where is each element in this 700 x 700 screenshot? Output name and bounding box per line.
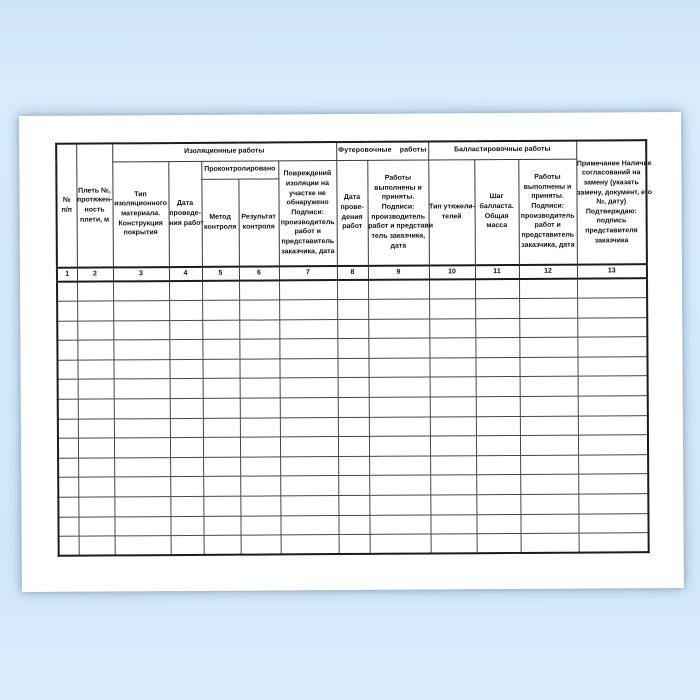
col-number: 7 — [279, 266, 337, 280]
table-cell — [578, 513, 648, 533]
table-cell — [169, 359, 202, 379]
table-cell — [239, 320, 279, 340]
table-cell — [337, 319, 368, 339]
table-cell — [203, 477, 240, 497]
col-number: 2 — [77, 267, 113, 281]
table-cell — [240, 457, 280, 477]
table-cell — [281, 535, 339, 555]
table-cell — [475, 299, 519, 319]
table-cell — [519, 298, 577, 318]
col-header-damage: Повреждений изоляции на участке не обнаружено Подписи: производитель работ и представитель заказчика, дата — [278, 160, 337, 266]
table-cell — [58, 380, 78, 400]
table-cell — [338, 495, 369, 515]
table-cell — [78, 379, 114, 399]
table-cell — [280, 378, 338, 398]
table-cell — [579, 533, 649, 553]
table-cell — [337, 339, 368, 359]
table-body — [57, 278, 649, 556]
table-cell — [57, 340, 77, 360]
col-header-date-lining: Дата прове- дения работ — [336, 160, 368, 266]
table-cell — [476, 397, 520, 417]
table-cell — [77, 360, 113, 380]
col-number: 8 — [337, 266, 368, 280]
table-cell — [520, 435, 578, 455]
table-cell — [203, 437, 240, 457]
table-cell — [78, 477, 114, 497]
table-cell — [368, 319, 429, 339]
table-cell — [577, 278, 647, 298]
table-cell — [578, 396, 648, 416]
col-header-weight-type: Тип утяжели- телей — [428, 159, 475, 265]
table-cell — [476, 494, 520, 514]
table-cell — [59, 536, 79, 556]
table-cell — [170, 418, 203, 438]
table-cell — [520, 475, 578, 495]
table-cell — [170, 379, 203, 399]
table-cell — [202, 339, 239, 359]
table-cell — [58, 478, 78, 498]
table-cell — [78, 438, 114, 458]
table-cell — [368, 338, 429, 358]
col-number: 11 — [475, 265, 519, 279]
group-header-controlled: Проконтролировано — [201, 160, 278, 178]
col-number: 13 — [577, 264, 647, 278]
table-cell — [476, 357, 520, 377]
table-cell — [476, 416, 520, 436]
table-cell — [369, 515, 430, 535]
table-cell — [578, 415, 648, 435]
table-cell — [280, 496, 338, 516]
table-cell — [519, 318, 577, 338]
table-cell — [77, 321, 113, 341]
table-cell — [520, 494, 578, 514]
table-cell — [58, 458, 78, 478]
table-cell — [369, 417, 430, 437]
table-cell — [476, 475, 520, 495]
table-cell — [369, 475, 430, 495]
col-number: 1 — [57, 268, 77, 282]
table-cell — [115, 536, 171, 556]
table-cell — [578, 494, 648, 514]
table-cell — [58, 399, 78, 419]
table-cell — [279, 358, 337, 378]
table-cell — [114, 438, 170, 458]
table-cell — [519, 337, 577, 357]
table-cell — [114, 399, 170, 419]
table-cell — [577, 317, 647, 337]
table-cell — [429, 299, 475, 319]
table-cell — [430, 475, 476, 495]
col-header-method: Метод контроля — [201, 179, 239, 267]
table-cell — [430, 397, 476, 417]
table-cell — [170, 477, 203, 497]
table-cell — [113, 340, 169, 360]
col-number: 6 — [239, 266, 279, 280]
table-cell — [78, 458, 114, 478]
table-cell — [338, 437, 369, 457]
col-header-accepted-lining: Работы выполнены и приняты. Подписи: производитель работ и представи тель заказчика, дата — [367, 160, 429, 266]
table-cell — [240, 418, 280, 438]
table-cell — [475, 279, 519, 299]
table-cell — [77, 301, 113, 321]
table-cell — [430, 358, 476, 378]
table-cell — [280, 456, 338, 476]
table-cell — [203, 398, 240, 418]
group-header-ballasting: Балластировочные работы — [428, 141, 576, 160]
table-cell — [280, 515, 338, 535]
table-cell — [369, 495, 430, 515]
table-cell — [170, 438, 203, 458]
table-cell — [519, 279, 577, 299]
table-cell — [476, 436, 520, 456]
table-cell — [369, 456, 430, 476]
col-number: 3 — [113, 267, 169, 281]
table-cell — [430, 514, 476, 534]
table-cell — [77, 340, 113, 360]
table-cell — [58, 438, 78, 458]
table-cell — [337, 299, 368, 319]
table-cell — [113, 359, 169, 379]
table-cell — [429, 338, 475, 358]
table-cell — [78, 419, 114, 439]
controlled-header-row — [56, 158, 646, 180]
table-cell — [577, 337, 647, 357]
table-cell — [240, 476, 280, 496]
table-cell — [430, 456, 476, 476]
table-cell — [202, 359, 239, 379]
table-cell — [520, 396, 578, 416]
table-cell — [239, 339, 279, 359]
table-cell — [431, 534, 477, 554]
table-cell — [204, 535, 241, 555]
col-number: 9 — [368, 265, 429, 279]
table-cell — [113, 320, 169, 340]
table-cell — [279, 280, 337, 300]
group-header-lining: Футеровочные работы — [336, 142, 428, 161]
col-header-ballast-step: Шаг балласта. Общая масса — [474, 159, 519, 265]
table-cell — [279, 319, 337, 339]
table-cell — [279, 300, 337, 320]
table-cell — [337, 280, 368, 300]
table-cell — [338, 397, 369, 417]
table-cell — [279, 339, 337, 359]
works-journal-table — [55, 139, 650, 557]
table-cell — [78, 497, 114, 517]
table-cell — [520, 357, 578, 377]
table-cell — [57, 360, 77, 380]
table-cell — [578, 455, 648, 475]
table-cell — [241, 535, 281, 555]
table-cell — [202, 300, 239, 320]
col-number: 5 — [202, 267, 239, 281]
table-cell — [113, 281, 169, 301]
table-cell — [578, 474, 648, 494]
table-cell — [114, 477, 170, 497]
col-number: 10 — [429, 265, 475, 279]
table-cell — [430, 495, 476, 515]
table-cell — [338, 456, 369, 476]
table-cell — [58, 517, 78, 537]
table-cell — [520, 455, 578, 475]
col-header-accepted-ballast: Работы выполнены и приняты. Подписи: производитель работ и представитель заказчика, дата — [518, 159, 577, 265]
table-cell — [369, 397, 430, 417]
table-cell — [170, 398, 203, 418]
table-cell — [203, 516, 240, 536]
table-cell — [476, 455, 520, 475]
table-cell — [339, 535, 370, 555]
table-cell — [475, 318, 519, 338]
table-cell — [169, 281, 202, 301]
table-cell — [520, 514, 578, 534]
col-header-note: Примечание Наличие согласований на замену (указать замену, документ, его №, дату) Подтверждаю: подпись представителя заказчика — [576, 140, 647, 264]
table-cell — [280, 476, 338, 496]
table-cell — [577, 298, 647, 318]
table-cell — [114, 497, 170, 517]
table-cell — [203, 379, 240, 399]
table-cell — [475, 338, 519, 358]
col-header-date-insulation: Дата проведе- ния работ — [168, 161, 202, 267]
table-cell — [338, 358, 369, 378]
table-cell — [78, 517, 114, 537]
table-cell — [114, 379, 170, 399]
table-cell — [202, 281, 239, 301]
table-cell — [280, 417, 338, 437]
table-cell — [170, 457, 203, 477]
table-cell — [58, 497, 78, 517]
table-cell — [170, 516, 203, 536]
table-cell — [203, 418, 240, 438]
table-cell — [171, 536, 204, 556]
table-cell — [114, 418, 170, 438]
table-cell — [169, 300, 202, 320]
table-cell — [430, 436, 476, 456]
table-cell — [58, 419, 78, 439]
table-cell — [169, 340, 202, 360]
table-cell — [476, 377, 520, 397]
table-cell — [77, 281, 113, 301]
table-cell — [429, 318, 475, 338]
table-cell — [170, 496, 203, 516]
table-cell — [578, 357, 648, 377]
table-cell — [169, 320, 202, 340]
table-cell — [240, 378, 280, 398]
table-cell — [57, 301, 77, 321]
table-cell — [57, 282, 77, 302]
table-head-rows — [56, 140, 652, 282]
col-number: 12 — [519, 265, 577, 279]
table-cell — [368, 279, 429, 299]
table-cell — [203, 496, 240, 516]
col-number: 4 — [169, 267, 202, 281]
table-cell — [240, 496, 280, 516]
table-cell — [476, 514, 520, 534]
table-cell — [57, 321, 77, 341]
table-cell — [114, 457, 170, 477]
table-cell — [240, 437, 280, 457]
table-cell — [203, 457, 240, 477]
table-cell — [338, 378, 369, 398]
table-cell — [239, 280, 279, 300]
table-cell — [430, 416, 476, 436]
col-header-result: Результат контроля — [238, 178, 279, 266]
table-cell — [338, 515, 369, 535]
table-cell — [338, 417, 369, 437]
col-header-plet: Плеть №, протяжен- ность плети, м — [76, 143, 113, 267]
table-row — [59, 533, 649, 556]
table-cell — [338, 476, 369, 496]
table-cell — [240, 516, 280, 536]
table-cell — [429, 279, 475, 299]
group-header-insulation: Изоляционные работы — [112, 142, 336, 161]
table-cell — [520, 377, 578, 397]
table-cell — [578, 376, 648, 396]
table-cell — [521, 533, 579, 553]
col-header-material: Тип изоляционного материала. Конструкция покрытия — [112, 161, 169, 267]
table-cell — [239, 359, 279, 379]
table-cell — [78, 399, 114, 419]
table-cell — [370, 534, 431, 554]
table-cell — [114, 516, 170, 536]
table-cell — [369, 377, 430, 397]
table-cell — [430, 377, 476, 397]
document-page — [19, 112, 684, 592]
table-cell — [280, 437, 338, 457]
table-cell — [369, 436, 430, 456]
table-cell — [280, 398, 338, 418]
table-cell — [369, 358, 430, 378]
table-cell — [113, 301, 169, 321]
table-cell — [79, 536, 115, 556]
table-cell — [240, 398, 280, 418]
table-cell — [477, 534, 521, 554]
table-cell — [368, 299, 429, 319]
col-header-num: № п/п — [56, 144, 77, 268]
table-cell — [578, 435, 648, 455]
table-cell — [239, 300, 279, 320]
table-cell — [202, 320, 239, 340]
table-cell — [520, 416, 578, 436]
